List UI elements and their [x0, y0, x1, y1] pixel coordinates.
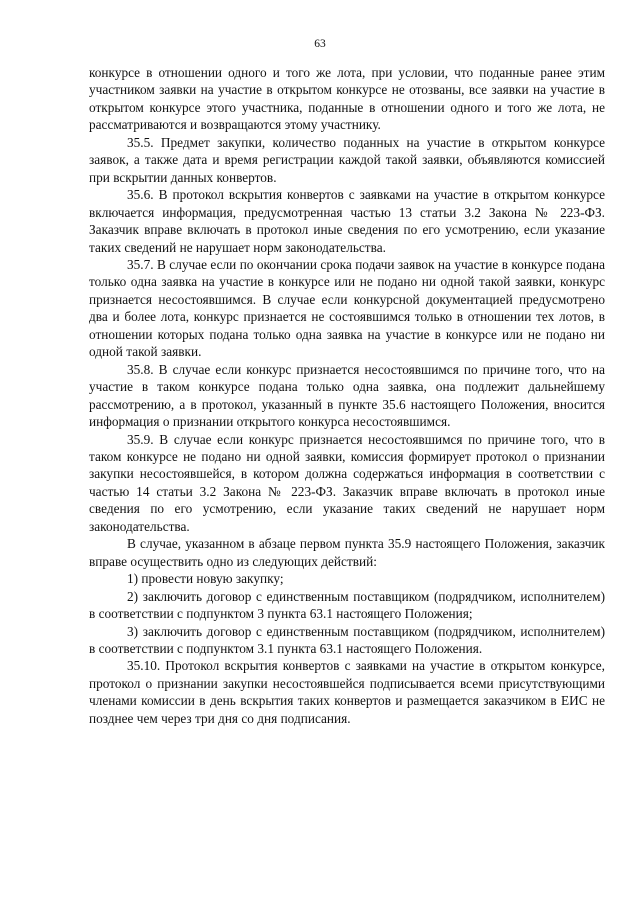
paragraph-35-5: 35.5. Предмет закупки, количество поданных на участие в открытом конкурсе заявок, а также дата и время регистрации каждой такой заявки, объявляются комиссией при вскрытии данных конвертов.	[89, 134, 605, 185]
paragraph-35-6: 35.6. В протокол вскрытия конвертов с заявками на участие в открытом конкурсе включается информация, предусмотренная частью 13 статьи 3.2 Закона № 223-ФЗ. Заказчик вправе включать в протокол иные сведения по его усмотрению, если указание таких сведений не нарушает норм законодательства.	[89, 187, 605, 255]
list-item-3: 3) заключить договор с единственным поставщиком (подрядчиком, исполнителем) в соответствии с подпунктом 3.1 пункта 63.1 настоящего Положения.	[89, 623, 605, 656]
page-number: 63	[314, 38, 326, 50]
paragraph-35-7: 35.7. В случае если по окончании срока подачи заявок на участие в конкурсе подана только одна заявка на участие в конкурсе или не подано ни одной такой заявки, конкурс признается несостоявшимся. В случае если конкурсной документацией предусмотрено два и более лота, конкурс признается не состоявшимся только в отношении тех лотов, в отношении которых подана только одна заявка на участие в конкурсе или не подано ни одной такой заявки.	[89, 256, 605, 360]
paragraph-35-8: 35.8. В случае если конкурс признается несостоявшимся по причине того, что на участие в таком конкурсе подана только одна заявка, она подлежит дальнейшему рассмотрению, а в протокол, указанный в пункте 35.6 настоящего Положения, вносится информация о признании открытого конкурса несостоявшимся.	[89, 361, 605, 430]
paragraph-continuation: конкурсе в отношении одного и того же лота, при условии, что поданные ранее этим участником заявки на участие в открытом конкурсе не отозваны, все заявки на участие в открытом конкурсе этого участника, поданные в отношении одного и того же лота, не рассматриваются и возвращаются этому участнику.	[89, 65, 605, 133]
paragraph-35-10: 35.10. Протокол вскрытия конвертов с заявками на участие в открытом конкурсе, протокол о признании закупки несостоявшейся подписывается всеми присутствующими членами комиссии в день вскрытия таких конвертов и размещается заказчиком в ЕИС не позднее чем через три дня со дня подписания.	[89, 658, 605, 726]
document-body	[89, 64, 605, 727]
list-item-2: 2) заключить договор с единственным поставщиком (подрядчиком, исполнителем) в соответствии с подпунктом 3 пункта 63.1 настоящего Положения;	[89, 588, 605, 622]
list-item-1: 1) провести новую закупку;	[127, 571, 284, 587]
paragraph-35-9: 35.9. В случае если конкурс признается несостоявшимся по причине того, что в таком конкурсе не подано ни одной заявки, комиссия формирует протокол о признании закупки несостоявшейся, в котором должна содержаться информация в соответствии с частью 14 статьи 3.2 Закона № 223-ФЗ. Заказчик вправе включать в протокол иные сведения по его усмотрению, если указание таких сведений не нарушает норм законодательства.	[89, 431, 605, 534]
paragraph-35-9-actions: В случае, указанном в абзаце первом пункта 35.9 настоящего Положения, заказчик вправе осуществить одно из следующих действий:	[89, 536, 605, 569]
